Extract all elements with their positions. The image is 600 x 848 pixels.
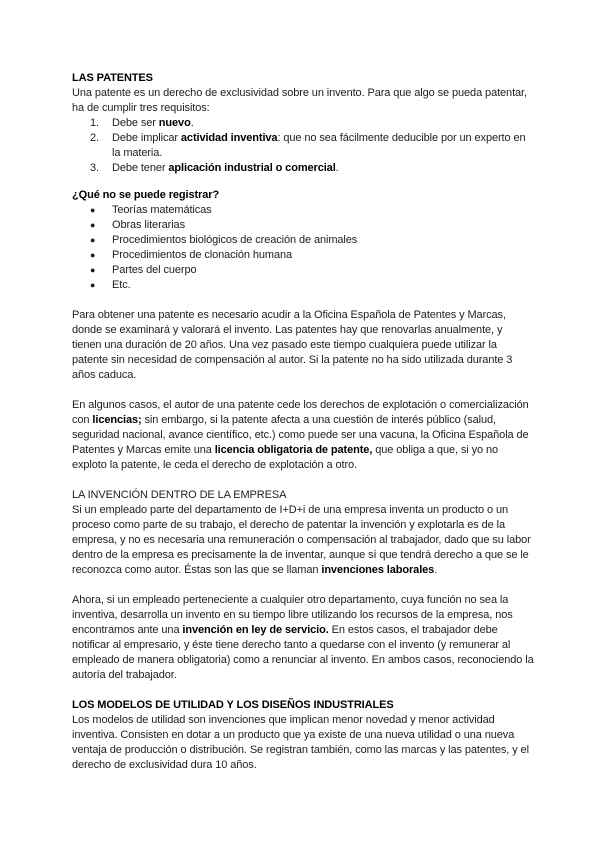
section-title-patentes: LAS PATENTES: [72, 72, 153, 84]
bold-term-invenciones-laborales: invenciones laborales: [321, 564, 435, 576]
section-title-invencion: LA INVENCIÓN DENTRO DE LA EMPRESA: [72, 489, 287, 501]
list-bold-term: aplicación industrial o comercial: [168, 162, 336, 174]
list-item: [72, 278, 534, 293]
list-item: [72, 161, 534, 176]
list-bold-term: nuevo: [158, 117, 191, 129]
list-bold-term: actividad inventiva: [180, 132, 278, 144]
paragraph-text: .: [434, 564, 438, 576]
bullet-icon: ●: [90, 205, 96, 215]
list-text: Obras literarias: [112, 219, 185, 231]
list-item: [72, 233, 534, 248]
list-text: Procedimientos biológicos de creación de animales: [112, 234, 358, 246]
list-text: Etc.: [112, 279, 131, 291]
list-item: [72, 116, 534, 131]
paragraph-ley-servicio: [72, 593, 534, 683]
bold-term-licencias: licencias;: [92, 414, 142, 426]
paragraph-licencias: [72, 398, 534, 473]
bullet-icon: ●: [90, 235, 96, 245]
section-title-no-registrar: ¿Qué no se puede registrar?: [72, 189, 220, 201]
list-text: Debe tener: [112, 162, 169, 174]
requirements-list: [72, 116, 534, 176]
list-text: Procedimientos de clonación humana: [112, 249, 293, 261]
list-text: .: [190, 117, 194, 129]
list-text: : que no sea fácilmente deducible por un experto en la materia.: [112, 132, 526, 159]
paragraph-text: que obliga a que, si yo no exploto la patente, le ceda el derecho de explotación a otro.: [72, 444, 499, 471]
non-patentable-list: [72, 203, 534, 293]
list-text: Partes del cuerpo: [112, 264, 197, 276]
list-item: [72, 263, 534, 278]
document-page: [72, 71, 534, 773]
bullet-icon: ●: [90, 280, 96, 290]
list-item: [72, 248, 534, 263]
bullet-icon: ●: [90, 250, 96, 260]
bold-term-ley-servicio: invención en ley de servicio.: [182, 624, 329, 636]
list-text: .: [335, 162, 339, 174]
bold-term-licencia-obligatoria: licencia obligatoria de patente,: [214, 444, 373, 456]
list-number: 2.: [90, 132, 99, 144]
paragraph-text: En estos casos, el trabajador debe notificar al empresario, y éste tiene derecho tanto a quedarse con el invento (y remunerar al empleado de manera obligatoria) como a renunciar al invento. En ambos casos, reconociendo la autoría del trabajador.: [72, 624, 534, 681]
patentes-intro: Una patente es un derecho de exclusividad sobre un invento. Para que algo se pueda patentar, ha de cumplir tres requisitos:: [72, 87, 527, 114]
bullet-icon: ●: [90, 220, 96, 230]
list-number: 1.: [90, 117, 99, 129]
paragraph-text: Ahora, si un empleado perteneciente a cualquier otro departamento, cuya función no sea la inventiva, desarrolla un invento en su tiempo libre utilizando los recursos de la empresa, nos encontramos ante una: [72, 594, 513, 636]
list-number: 3.: [90, 162, 99, 174]
list-item: [72, 203, 534, 218]
list-text: Debe ser: [112, 117, 159, 129]
list-item: [72, 131, 534, 161]
paragraph-text: Si un empleado parte del departamento de I+D+i de una empresa inventa un producto o un proceso como parte de su trabajo, el derecho de patentar la invención y explotarla es de la empresa, y no es necesaria una remuneración o compensación al trabajador, dado que su labor dentro de la empresa es precisamente la de inventar, aunque sí que tendrá derecho a que se le reconozca como autor. Éstas son las que se llaman: [72, 504, 531, 576]
bullet-icon: ●: [90, 265, 96, 275]
list-text: Teorías matemáticas: [112, 204, 212, 216]
section-title-modelos: LOS MODELOS DE UTILIDAD Y LOS DISEÑOS INDUSTRIALES: [72, 699, 394, 711]
list-text: Debe implicar: [112, 132, 181, 144]
paragraph-modelos: Los modelos de utilidad son invenciones que implican menor novedad y menor actividad inventiva. Consisten en dotar a un producto que ya existe de una nueva utilidad o una nueva ventaja de producción o distribución. Se registran también, como las marcas y las patentes, y el derecho de exclusividad dura 10 años.: [72, 714, 529, 771]
paragraph-text: En algunos casos, el autor de una patente cede los derechos de explotación o comercialización con: [72, 399, 529, 426]
paragraph-oficina: Para obtener una patente es necesario acudir a la Oficina Española de Patentes y Marcas, donde se examinará y valorará el invento. Las patentes hay que renovarlas anualmente, y tienen una duración de 20 años. Una vez pasado este tiempo cualquiera puede utilizar la patente sin necesidad de compensación al autor. Si la patente no ha sido utilizada durante 3 años caduca.: [72, 309, 513, 381]
list-item: [72, 218, 534, 233]
paragraph-invenciones-laborales: [72, 503, 534, 578]
paragraph-text: sin embargo, si la patente afecta a una cuestión de interés público (salud, seguridad nacional, avance científico, etc.) como puede ser una vacuna, la Oficina Española de Patentes y Marcas emite una: [72, 414, 529, 456]
